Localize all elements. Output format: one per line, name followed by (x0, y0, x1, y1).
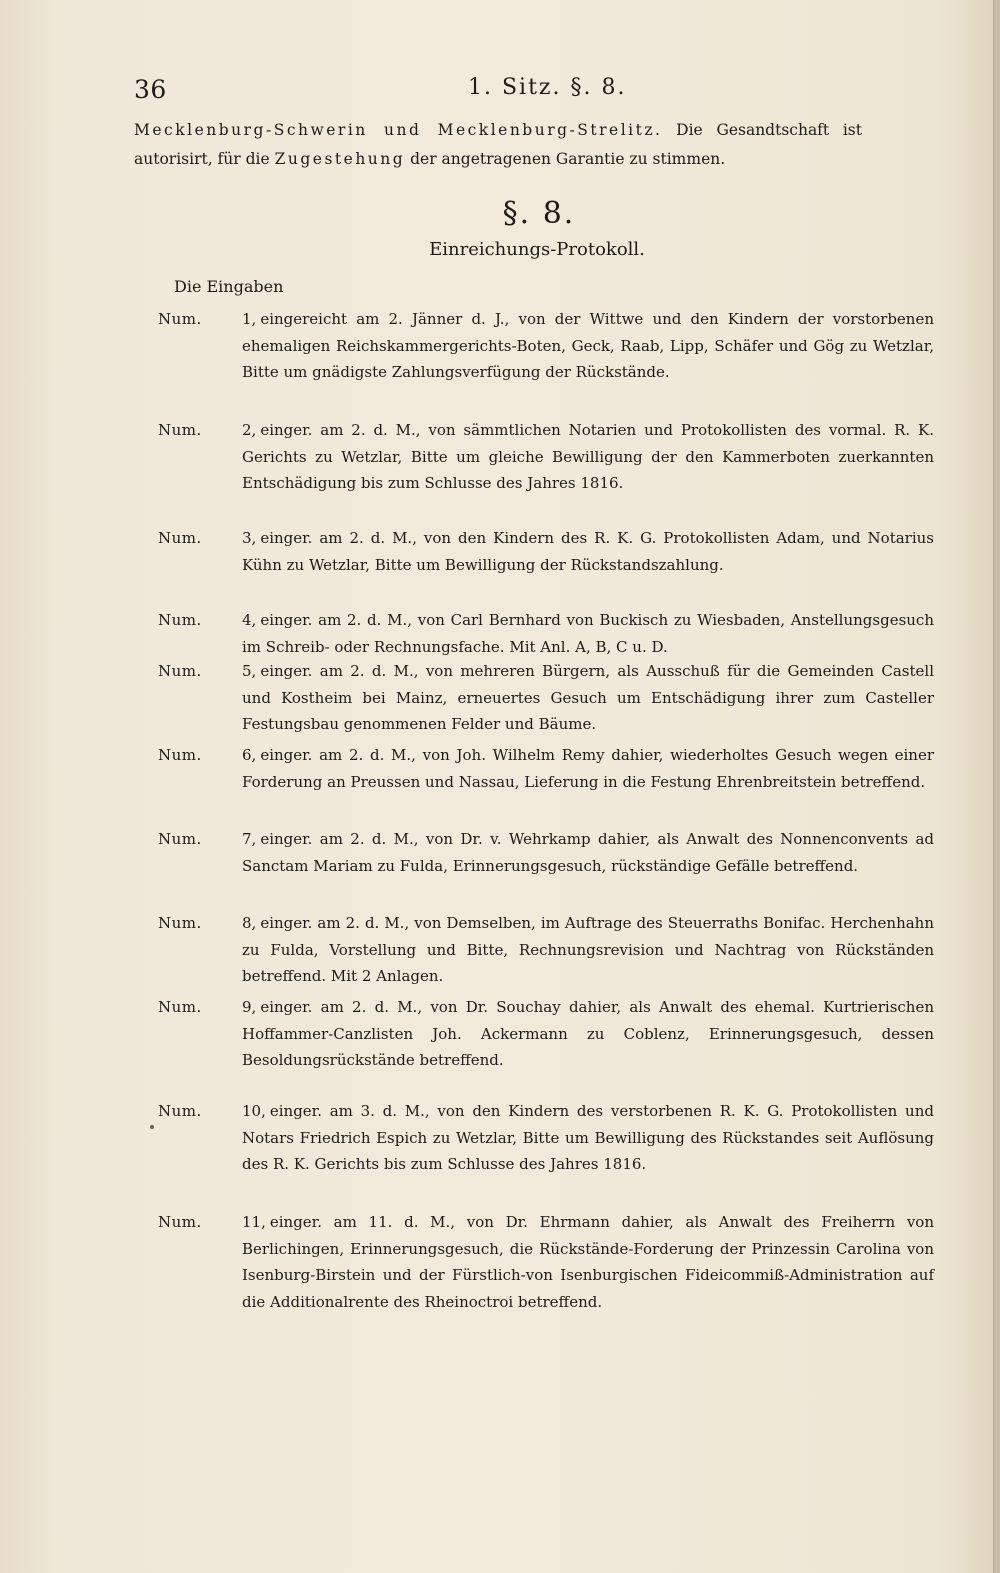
entry-label: Num. (158, 529, 202, 547)
entry-label: Num. (158, 998, 202, 1016)
entry-item (134, 306, 934, 417)
entry-item (134, 910, 934, 994)
entry-item (134, 1209, 934, 1349)
entry-number: 11, (242, 1213, 266, 1231)
entry-label: Num. (158, 611, 202, 629)
entry-item (134, 994, 934, 1098)
entry-label: Num. (158, 421, 202, 439)
entry-text: einger. am 2. d. M., von Carl Bernhard von Buckisch zu Wiesbaden, Anstellungsgesuch im Schreib- oder Rechnungsfache. Mit Anl. A, B, C u. D. (242, 611, 934, 656)
entry-label: Num. (158, 1213, 202, 1231)
section-heading (0, 196, 1000, 231)
entry-item (134, 742, 934, 826)
page-number: 36 (134, 75, 167, 104)
entry-number: 5, (242, 662, 257, 680)
section-mark: §. 8. (502, 196, 576, 231)
section-title: Einreichungs-Protokoll. (429, 239, 645, 260)
entry-text: einger. am 2. d. M., von Joh. Wilhelm Remy dahier, wiederholtes Gesuch wegen einer Forderung an Preussen und Nassau, Lieferung in die Festung Ehrenbreitstein betreffend. (242, 746, 934, 791)
intro-paragraph (134, 116, 862, 174)
intro-text-after: der angetragenen Garantie zu stimmen. (410, 150, 726, 168)
entry-number: 4, (242, 611, 257, 629)
entry-label: Num. (158, 830, 202, 848)
entry-text: einger. am 2. d. M., von Dr. Souchay dahier, als Anwalt des ehemal. Kurtrierischen Hoffammer-Canzlisten Joh. Ackermann zu Coblenz, Erinnerungsgesuch, dessen Besoldungsrückstände betreffend. (242, 998, 934, 1069)
ink-blot (150, 1125, 154, 1129)
entry-list (134, 306, 934, 1349)
intro-keyword: Zugestehung (274, 150, 406, 168)
entry-text: einger. am 2. d. M., von den Kindern des R. K. G. Protokollisten Adam, und Notarius Kühn zu Wetzlar, Bitte um Bewilligung der Rückstandszahlung. (242, 529, 934, 574)
entry-item (134, 826, 934, 910)
entry-number: 6, (242, 746, 257, 764)
entry-item (134, 1098, 934, 1209)
entry-item (134, 417, 934, 525)
entry-number: 8, (242, 914, 257, 932)
entry-number: 7, (242, 830, 257, 848)
entry-number: 3, (242, 529, 257, 547)
entry-label: Num. (158, 310, 202, 328)
entry-text: einger. am 3. d. M., von den Kindern des verstorbenen R. K. G. Protokollisten und Notars Friedrich Espich zu Wetzlar, Bitte um Bewilligung des Rückstandes seit Auflösung des R. K. Gerichts bis zum Schlusse des Jahres 1816. (242, 1102, 934, 1173)
entry-label: Num. (158, 662, 202, 680)
entry-text: einger. am 2. d. M., von mehreren Bürgern, als Ausschuß für die Gemeinden Castell und Kostheim bei Mainz, erneuertes Gesuch um Entschädigung ihrer zum Casteller Festungsbau genommenen Felder und Bäume. (242, 662, 934, 733)
section-title-row (0, 239, 1000, 260)
entry-text: eingereicht am 2. Jänner d. J., von der Wittwe und den Kindern der vorstorbenen ehemaligen Reichskammergerichts-Boten, Geck, Raab, Lipp, Schäfer und Gög zu Wetzlar, Bitte um gnädigste Zahlungsverfügung der Rückstände. (242, 310, 934, 381)
running-head: 1. Sitz. §. 8. (468, 75, 627, 100)
lead-text: Die Eingaben (174, 277, 284, 296)
intro-text-before: Die Gesandtschaft ist autorisirt, für die (134, 121, 862, 168)
entry-item (134, 607, 934, 658)
entry-label: Num. (158, 746, 202, 764)
entry-label: Num. (158, 914, 202, 932)
intro-states: Mecklenburg-Schwerin und Mecklenburg-Strelitz. (134, 121, 663, 139)
entry-number: 1, (242, 310, 257, 328)
entry-item (134, 525, 934, 607)
entry-text: einger. am 2. d. M., von sämmtlichen Notarien und Protokollisten des vormal. R. K. Gerichts zu Wetzlar, Bitte um gleiche Bewilligung der den Kammerboten zuerkannten Entschädigung bis zum Schlusse des Jahres 1816. (242, 421, 934, 492)
entry-item (134, 658, 934, 742)
page-edge (993, 0, 1000, 1573)
entry-number: 9, (242, 998, 257, 1016)
entry-number: 2, (242, 421, 257, 439)
entry-text: einger. am 2. d. M., von Dr. v. Wehrkamp dahier, als Anwalt des Nonnenconvents ad Sanctam Mariam zu Fulda, Erinnerungsgesuch, rückständige Gefälle betreffend. (242, 830, 934, 875)
entry-text: einger. am 11. d. M., von Dr. Ehrmann dahier, als Anwalt des Freiherrn von Berlichingen, Erinnerungsgesuch, die Rückstände-Forderung der Prinzessin Carolina von Isenburg-Birstein und der Fürstlich-von Isenburgischen Fideicommiß-Administration auf die Additionalrente des Rheinoctroi betreffend. (242, 1213, 934, 1311)
entry-number: 10, (242, 1102, 266, 1120)
entry-text: einger. am 2. d. M., von Demselben, im Auftrage des Steuerraths Bonifac. Herchenhahn zu Fulda, Vorstellung und Bitte, Rechnungsrevision und Nachtrag von Rückständen betreffend. Mit 2 Anlagen. (242, 914, 934, 985)
entry-label: Num. (158, 1102, 202, 1120)
